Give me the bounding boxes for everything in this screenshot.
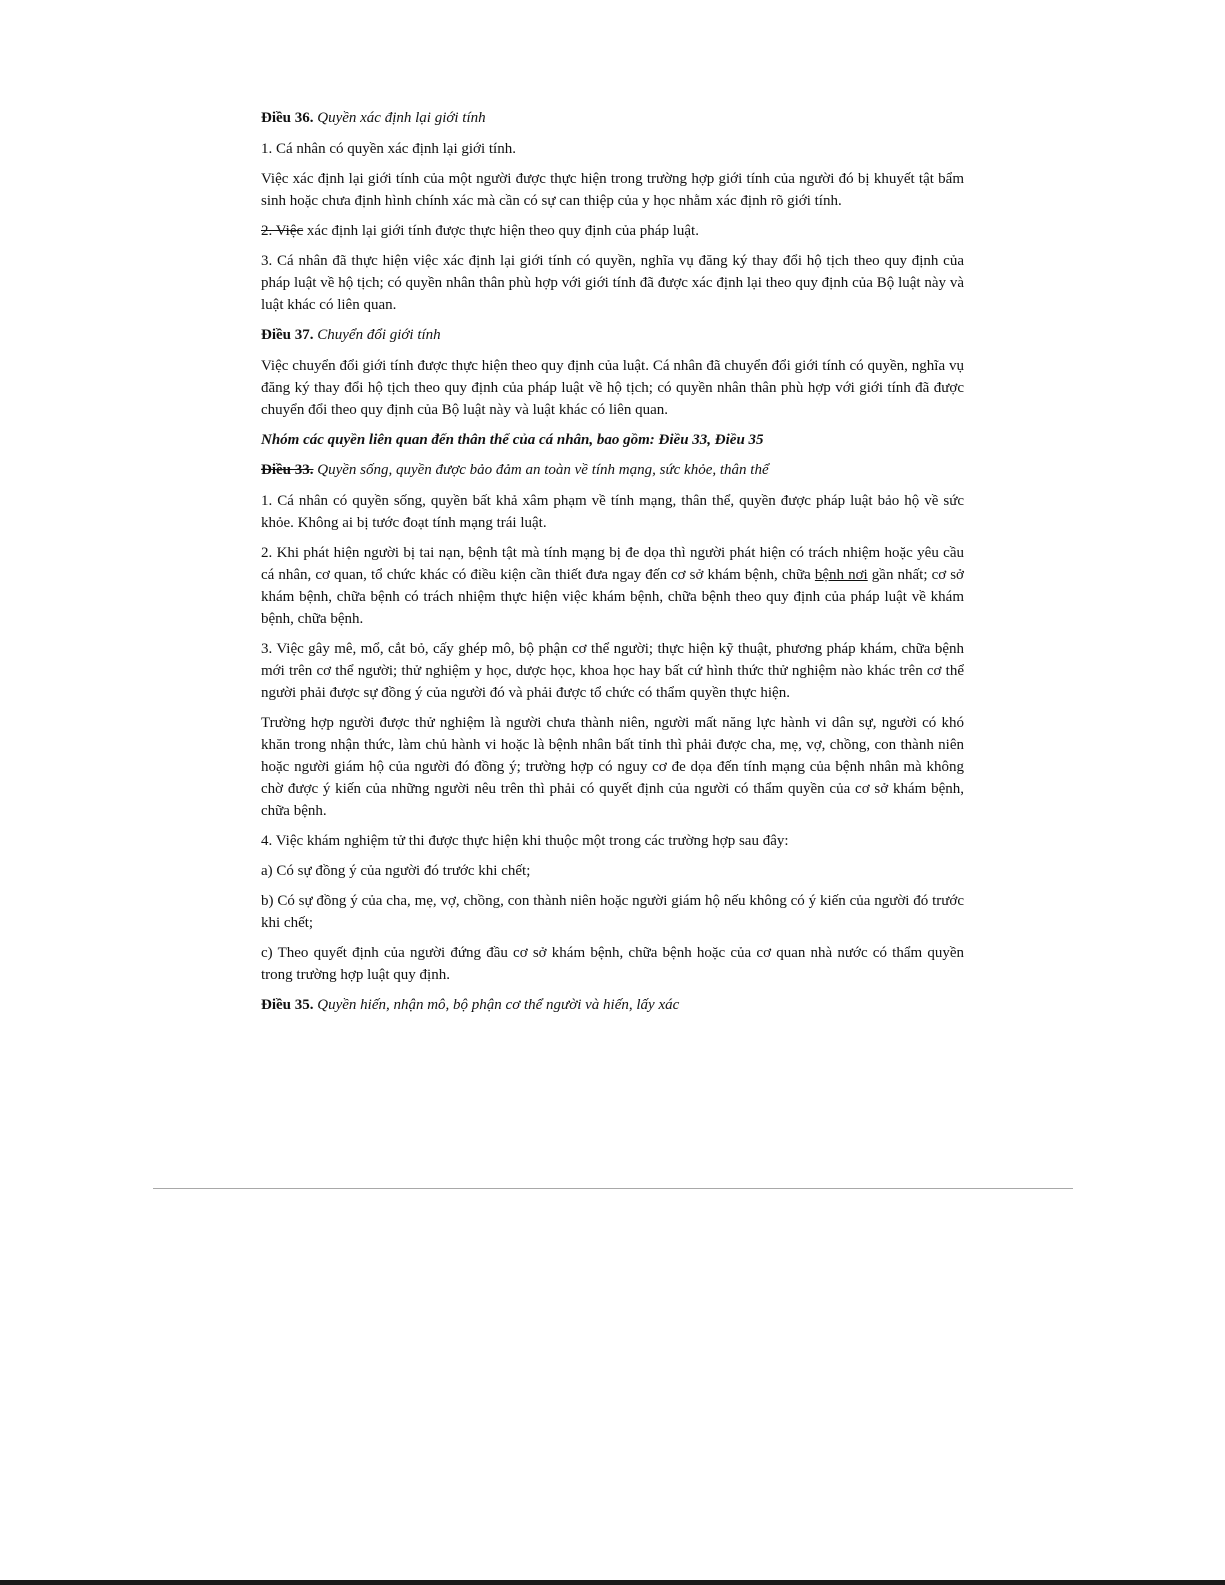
underlined-text: bệnh nơi (814, 567, 868, 583)
struck-text: 2. Việc (261, 223, 304, 239)
paragraph-text: gần nhất; cơ sở khám bệnh, chữa bệnh có trách nhiệm thực hiện việc khám bệnh, chữa bệnh theo quy định của pháp luật về khám bệnh, chữa bệnh. (261, 567, 964, 627)
paragraph: a) Có sự đồng ý của người đó trước khi chết; (261, 863, 531, 879)
paragraph: 3. Việc gây mê, mổ, cắt bỏ, cấy ghép mô, bộ phận cơ thể người; thực hiện kỹ thuật, phương pháp khám, chữa bệnh mới trên cơ thể người; thử nghiệm y học, dược học, khoa học hay bất cứ hình thức thử nghiệm nào khác trên cơ thể người phải được sự đồng ý của người đó và phải được tổ chức có thẩm quyền thực hiện. (261, 641, 964, 701)
paragraph-text: xác định lại giới tính được thực hiện theo quy định của pháp luật. (303, 223, 699, 239)
paragraph: 4. Việc khám nghiệm tử thi được thực hiện khi thuộc một trong các trường hợp sau đây: (261, 833, 789, 849)
article-title: Quyền sống, quyền được bảo đảm an toàn về tính mạng, sức khỏe, thân thể (317, 462, 769, 478)
paragraph-text: 2. Khi phát hiện người bị tai nạn, bệnh tật mà tính mạng bị đe dọa thì người phát hiện có trách nhiệm hoặc yêu cầu cá nhân, cơ quan, tổ chức khác có điều kiện cần thiết đưa ngay đến cơ sở khám bệnh, chữa (261, 545, 964, 583)
paragraph: c) Theo quyết định của người đứng đầu cơ sở khám bệnh, chữa bệnh hoặc của cơ quan nhà nước có thẩm quyền trong trường hợp luật quy định. (261, 945, 964, 983)
article-number: Điều 36. (261, 110, 314, 126)
paragraph: Trường hợp người được thử nghiệm là người chưa thành niên, người mất năng lực hành vi dân sự, người có khó khăn trong nhận thức, làm chủ hành vi hoặc là bệnh nhân bất tỉnh thì phải được cha, mẹ, vợ, chồng, con thành niên hoặc người giám hộ của người đó đồng ý; trường hợp có nguy cơ đe dọa đến tính mạng của bệnh nhân mà không chờ được ý kiến của những người nêu trên thì phải có quyết định của người có thẩm quyền của cơ sở khám bệnh, chữa bệnh. (261, 715, 964, 819)
group-heading: Nhóm các quyền liên quan đến thân thể của cá nhân, bao gồm: Điều 33, Điều 35 (261, 432, 764, 448)
paragraph: b) Có sự đồng ý của cha, mẹ, vợ, chồng, con thành niên hoặc người giám hộ nếu không có ý kiến của người đó trước khi chết; (261, 893, 964, 931)
article-title: Quyền xác định lại giới tính (317, 110, 486, 126)
article-37-heading (261, 324, 964, 346)
page-divider (153, 1188, 1073, 1189)
article-title: Chuyển đổi giới tính (317, 327, 441, 343)
article-number: Điều 35. (261, 997, 314, 1013)
paragraph (261, 542, 964, 630)
article-number: Điều 33. (261, 462, 314, 478)
document-body (261, 107, 964, 1025)
article-number: Điều 37. (261, 327, 314, 343)
paragraph: 1. Cá nhân có quyền xác định lại giới tính. (261, 141, 516, 157)
article-36-heading (261, 107, 964, 129)
article-title: Quyền hiến, nhận mô, bộ phận cơ thể người và hiến, lấy xác (317, 997, 680, 1013)
paragraph: 1. Cá nhân có quyền sống, quyền bất khả xâm phạm về tính mạng, thân thể, quyền được pháp luật bảo hộ về sức khỏe. Không ai bị tước đoạt tính mạng trái luật. (261, 493, 964, 531)
paragraph: Việc chuyển đổi giới tính được thực hiện theo quy định của luật. Cá nhân đã chuyển đổi giới tính có quyền, nghĩa vụ đăng ký thay đổi hộ tịch theo quy định của pháp luật về hộ tịch; có quyền nhân thân phù hợp với giới tính đã được chuyển đổi theo quy định của Bộ luật này và luật khác có liên quan. (261, 358, 964, 418)
paragraph: Việc xác định lại giới tính của một người được thực hiện trong trường hợp giới tính của người đó bị khuyết tật bẩm sinh hoặc chưa định hình chính xác mà cần có sự can thiệp của y học nhằm xác định rõ giới tính. (261, 171, 964, 209)
article-35-heading (261, 994, 964, 1016)
paragraph (261, 220, 964, 242)
paragraph: 3. Cá nhân đã thực hiện việc xác định lại giới tính có quyền, nghĩa vụ đăng ký thay đổi hộ tịch theo quy định của pháp luật về hộ tịch; có quyền nhân thân phù hợp với giới tính đã được xác định lại theo quy định của Bộ luật này và luật khác có liên quan. (261, 253, 964, 313)
bottom-edge-bar (0, 1580, 1225, 1585)
article-33-heading (261, 459, 964, 481)
